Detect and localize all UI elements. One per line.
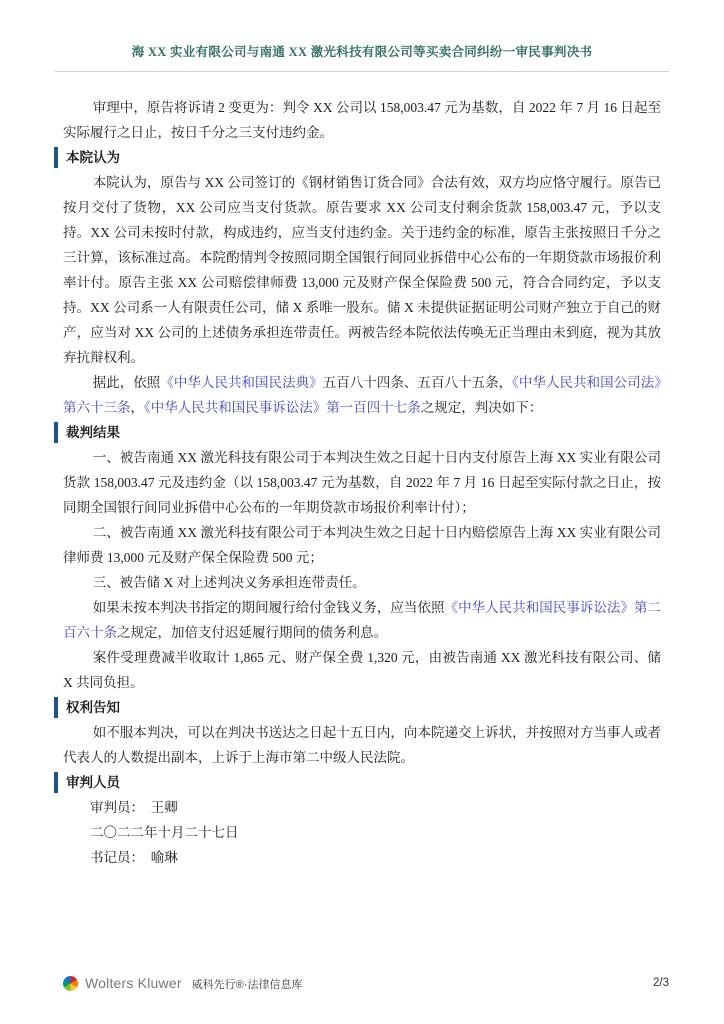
page-number: 2/3	[653, 977, 669, 989]
paragraph-judgment-item-1: 一、被告南通 XX 激光科技有限公司于本判决生效之日起十日内支付原告上海 XX 实业有限公司货款 158,003.47 元及违约金（以 158,003.47 元为基数，自 2022 年 7 月 16 日起至实际付款之日止，按同期全国银行间同业拆借中心公布的一年期贷款市场报价利率计付）；	[63, 450, 661, 515]
section-heading-court-opinion: 本院认为	[54, 147, 661, 168]
brand-name: Wolters Kluwer	[85, 975, 182, 991]
paragraph-court-fees: 案件受理费减半收取计 1,865 元、财产保全费 1,320 元，由被告南通 XX 激光科技有限公司、储 X 共同负担。	[63, 650, 661, 690]
paragraph-legal-basis	[63, 370, 661, 420]
section-heading-judgment-result: 裁判结果	[54, 422, 661, 443]
clerk-name-line: 书记员： 喻琳	[90, 850, 178, 865]
section-heading-judicial-officers: 审判人员	[54, 772, 661, 793]
document-footer	[63, 974, 669, 992]
paragraph-judgment-item-2: 二、被告南通 XX 激光科技有限公司于本判决生效之日起十日内赔偿原告上海 XX 实业有限公司律师费 13,000 元及财产保全保险费 500 元；	[63, 525, 661, 565]
product-name: 威科先行®·法律信息库	[191, 979, 303, 991]
paragraph-judgment-item-3: 三、被告储 X 对上述判决义务承担连带责任。	[92, 575, 366, 590]
text-run: 据此，依照	[92, 375, 161, 390]
text-run: 五百八十四条、五百八十五条，	[322, 375, 513, 390]
header-divider	[55, 71, 669, 72]
paragraph-delay-interest	[63, 595, 661, 645]
link-civil-procedure-law-article-260[interactable]: 《中华人民共和国民事诉讼法》第二百六十条	[63, 600, 662, 640]
paragraph-court-opinion: 本院认为，原告与 XX 公司签订的《钢材销售订货合同》合法有效，双方均应恪守履行。原告已按月交付了货物，XX 公司应当支付货款。原告要求 XX 公司支付剩余货款 158,003.47 元，予以支持。XX 公司未按时付款，构成违约，应当支付违约金。关于违约金的标准，原告主张按照日千分之三计算，该标准过高。本院酌情判令按照同期全国银行间同业拆借中心公布的一年期贷款市场报价利率计付。原告主张 XX 公司赔偿律师费 13,000 元及财产保全保险费 500 元，符合合同约定，予以支持。XX 公司系一人有限责任公司，储 X 系唯一股东。储 X 未提供证据证明公司财产独立于自己的财产，应当对 XX 公司的上述债务承担连带责任。两被告经本院依法传唤无正当理由未到庭，视为其放弃抗辩权利。	[63, 175, 661, 365]
text-run: 之规定，加倍支付迟延履行期间的债务利息。	[117, 625, 387, 640]
document-title: 海 XX 实业有限公司与南通 XX 激光科技有限公司等买卖合同纠纷一审民事判决书	[131, 45, 593, 59]
judge-name-line: 审判员： 王卿	[90, 800, 178, 815]
link-civil-procedure-law-article-147[interactable]: 《中华人民共和国民事诉讼法》第一百四十七条	[144, 400, 421, 415]
paragraph-appeal-rights: 如不服本判决，可以在判决书送达之日起十五日内，向本院递交上诉状，并按照对方当事人或者代表人的人数提出副本，上诉于上海市第二中级人民法院。	[63, 725, 661, 765]
document-header	[0, 0, 724, 72]
paragraph-trial-amendment: 审理中，原告将诉请 2 变更为：判令 XX 公司以 158,003.47 元为基数，自 2022 年 7 月 16 日起至实际履行之日止，按日千分之三支付违约金。	[63, 100, 661, 140]
judgment-date-line: 二〇二二年十月二十七日	[90, 825, 239, 840]
link-company-law-article-63[interactable]: 《中华人民共和国公司法》第六十三条	[63, 375, 661, 415]
text-run: 之规定，判决如下：	[420, 400, 543, 415]
document-body	[0, 95, 724, 870]
wolters-kluwer-logo-icon	[63, 976, 78, 991]
text-run: ，	[130, 400, 144, 415]
section-heading-rights-notice: 权利告知	[54, 697, 661, 718]
text-run: 如果未按本判决书指定的期间履行给付金钱义务，应当依照	[92, 600, 445, 615]
link-civil-code[interactable]: 《中华人民共和国民法典》	[160, 375, 323, 390]
